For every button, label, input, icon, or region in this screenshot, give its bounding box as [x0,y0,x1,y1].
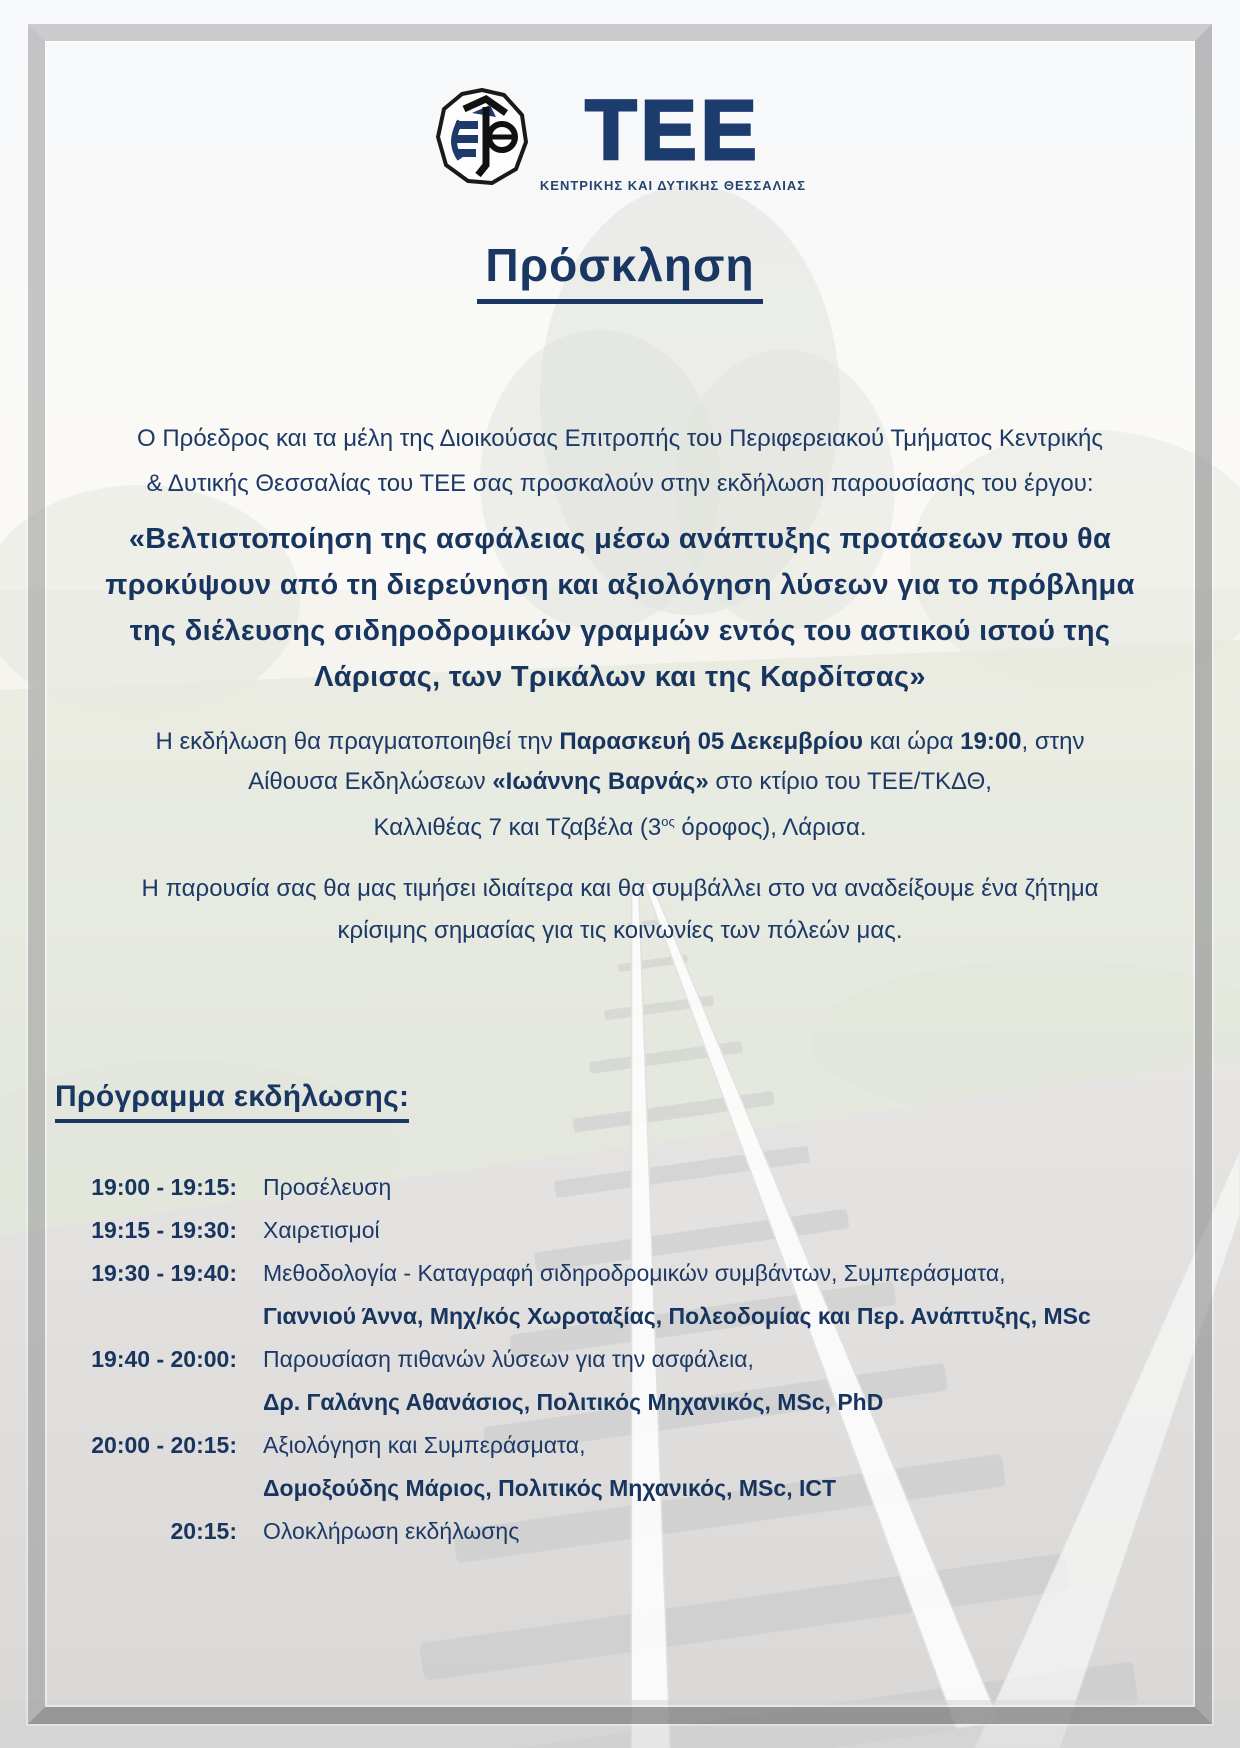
tee-emblem-icon [434,86,530,193]
schedule-time: 20:15: [170,1518,237,1544]
intro-paragraph [60,416,1180,506]
intro-line-1: Ο Πρόεδρος και τα μέλη της Διοικούσας Επιτροπής του Περιφερειακού Τμήματος Κεντρικής [137,425,1103,452]
program-schedule [55,1166,1200,1553]
project-title-quote [60,516,1180,700]
schedule-row [55,1166,1200,1209]
schedule-description [263,1166,1200,1209]
event-details-paragraph [60,722,1180,848]
schedule-row [55,1252,1200,1338]
schedule-time: 19:00 - 19:15: [91,1174,237,1200]
tee-logo [0,83,1240,193]
schedule-activity: Προσέλευση [263,1174,392,1200]
floor-ordinal-superscript: ος [661,814,675,829]
schedule-activity: Αξιολόγηση και Συμπεράσματα, [263,1432,586,1458]
event-text-segment: Αίθουσα Εκδηλώσεων [248,768,493,795]
schedule-time: 19:30 - 19:40: [91,1260,237,1286]
event-text-segment: Η εκδήλωση θα πραγματοποιηθεί την [155,728,560,755]
tee-region-label: ΚΕΝΤΡΙΚΗΣ ΚΑΙ ΔΥΤΙΚΗΣ ΘΕΣΣΑΛΙΑΣ [539,178,807,193]
event-text-segment: στο κτίριο του ΤΕΕ/ΤΚΔΘ, [708,768,992,795]
schedule-time: 20:00 - 20:15: [91,1432,237,1458]
quote-line-3: της διέλευσης σιδηροδρομικών γραμμών εντός του αστικού ιστού της [129,615,1111,647]
schedule-activity: Μεθοδολογία - Καταγραφή σιδηροδρομικών συμβάντων, Συμπεράσματα, [263,1260,1006,1286]
event-address-segment: όροφος), Λάρισα. [674,814,867,841]
schedule-activity: Παρουσίαση πιθανών λύσεων για την ασφάλεια, [263,1346,754,1372]
closing-paragraph [60,868,1180,952]
quote-line-1: «Βελτιστοποίηση της ασφάλειας μέσω ανάπτυξης προτάσεων που θα [128,523,1112,555]
page-title: Πρόσκληση [477,238,762,304]
schedule-row [55,1510,1200,1553]
schedule-description [263,1338,1200,1424]
event-date: Παρασκευή 05 Δεκεμβρίου [559,728,863,755]
schedule-speaker: Δομοξούδης Μάριος, Πολιτικός Μηχανικός, MSc, ICT [263,1475,837,1501]
event-time: 19:00 [960,728,1022,755]
schedule-row [55,1424,1200,1510]
closing-line-2: κρίσιμης σημασίας για τις κοινωνίες των πόλεών μας. [337,917,903,944]
schedule-description [263,1209,1200,1252]
schedule-description [263,1510,1200,1553]
program-heading: Πρόγραμμα εκδήλωσης: [55,1080,409,1123]
schedule-row [55,1338,1200,1424]
event-hall-name: «Ιωάννης Βαρνάς» [492,768,709,795]
schedule-speaker: Δρ. Γαλάνης Αθανάσιος, Πολιτικός Μηχανικός, MSc, PhD [263,1389,884,1415]
schedule-description [263,1252,1200,1338]
quote-line-2: προκύψουν από τη διερεύνηση και αξιολόγηση λύσεων για το πρόβλημα [105,569,1135,601]
schedule-activity: Ολοκλήρωση εκδήλωσης [263,1518,520,1544]
event-text-segment: , στην [1021,728,1085,755]
schedule-time: 19:40 - 20:00: [91,1346,237,1372]
event-text-segment: και ώρα [862,728,961,755]
schedule-speaker: Γιαννιού Άννα, Μηχ/κός Χωροταξίας, Πολεοδομίας και Περ. Ανάπτυξης, MSc [263,1303,1091,1329]
intro-line-2: & Δυτικής Θεσσαλίας του ΤΕΕ σας προσκαλούν στην εκδήλωση παρουσίασης του έργου: [146,470,1094,497]
quote-line-4: Λάρισας, των Τρικάλων και της Καρδίτσας» [314,661,926,693]
tee-acronym: ΤΕΕ [585,83,761,177]
event-address-segment: Καλλιθέας 7 και Τζαβέλα (3 [373,814,662,841]
closing-line-1: Η παρουσία σας θα μας τιμήσει ιδιαίτερα και θα συμβάλλει στο να αναδείξουμε ένα ζήτημα [141,875,1099,902]
schedule-time: 19:15 - 19:30: [91,1217,237,1243]
schedule-row [55,1209,1200,1252]
schedule-activity: Χαιρετισμοί [263,1217,380,1243]
schedule-description [263,1424,1200,1510]
